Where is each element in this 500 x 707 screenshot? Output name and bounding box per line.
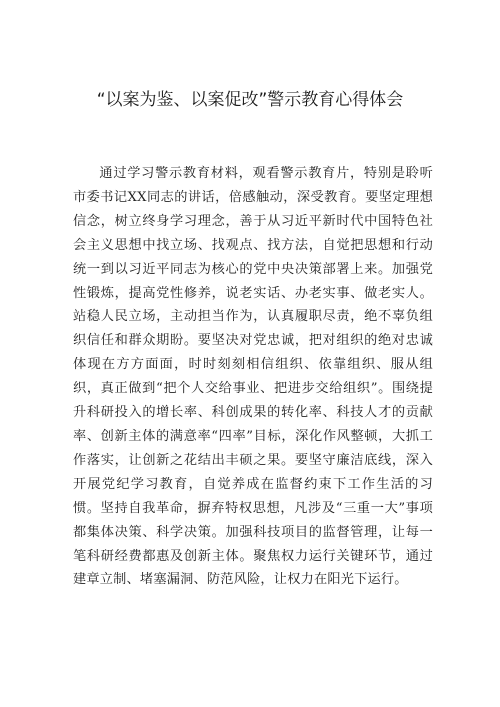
document-title: “以案为鉴、以案促改”警示教育心得体会: [96, 90, 404, 110]
document-body: [73, 162, 433, 592]
body-paragraph: 通过学习警示教育材料，观看警示教育片，特别是聆听市委书记XX同志的讲话，倍感触动，深受教育。要坚定理想信念，树立终身学习理念，善于从习近平新时代中国特色社会主义思想中找立场、找观点、找方法，自觉把思想和行动统一到以习近平同志为核心的党中央决策部署上来。加强党性锻炼，提高党性修养，说老实话、办老实事、做老实人。站稳人民立场，主动担当作为，认真履职尽责，绝不辜负组织信任和群众期盼。要坚决对党忠诚，把对组织的绝对忠诚体现在方方面面，时时刻刻相信组织、依靠组织、服从组织，真正做到“把个人交给事业、把进步交给组织”。围绕提升科研投入的增长率、科创成果的转化率、科技人才的贡献率、创新主体的满意率“四率”目标，深化作风整顿，大抓工作落实，让创新之花结出丰硕之果。要坚守廉洁底线，深入开展党纪学习教育，自觉养成在监督约束下工作生活的习惯。坚持自我革命，摒弃特权思想，凡涉及“三重一大”事项都集体决策、科学决策。加强科技项目的监督管理，让每一笔科研经费都惠及创新主体。聚焦权力运行关键环节，通过建章立制、堵塞漏洞、防范风险，让权力在阳光下运行。: [73, 166, 433, 588]
